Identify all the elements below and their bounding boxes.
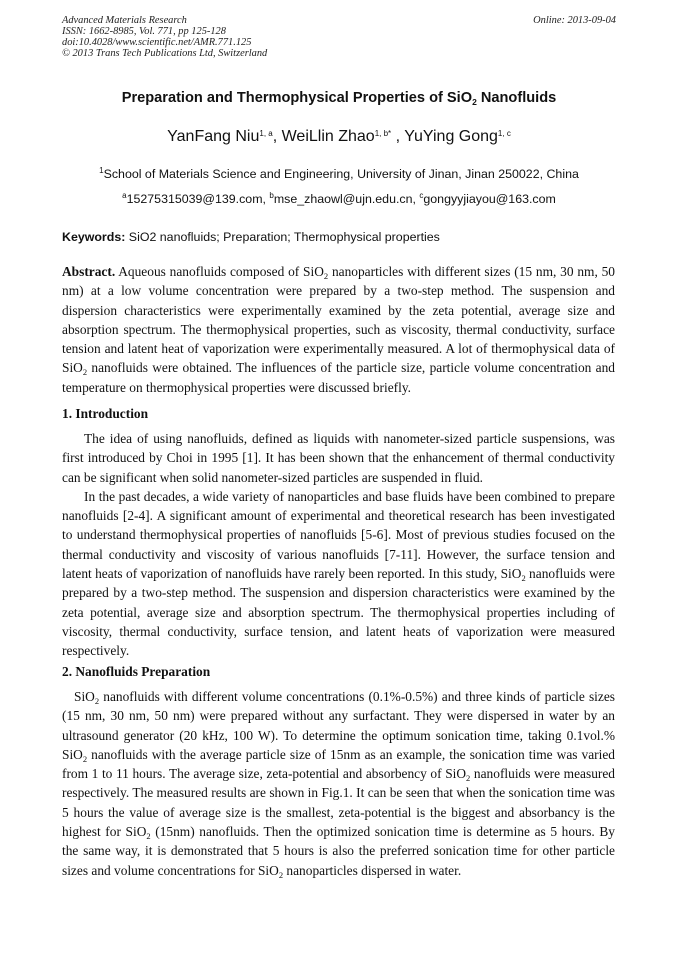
title-subscript: 2	[472, 97, 477, 107]
paragraph-text: nanofluids were prepared by a two-step method. The suspension and dispersion characteristics were examined by the zeta potential, average size and absorption spectrum. The thermophysical properties including of viscosity, thermal conductivity, surface tension, and latent heats of vaporization were measured respectively.	[62, 566, 615, 659]
email-link[interactable]: mse_zhaowl@ujn.edu.cn	[273, 192, 413, 206]
section-introduction	[62, 429, 615, 661]
doi-link[interactable]: doi:10.4028/www.scientific.net/AMR.771.125	[62, 37, 252, 48]
author-name: YuYing Gong	[404, 128, 498, 145]
subscript: 2	[278, 869, 284, 880]
paragraph-text: (15nm) nanofluids. Then the optimized sonication time is determine as 5 hours. By the same way, it is demonstrated that 5 hours is also the preferred sonication time for other particle sizes and volume concentrations for SiO	[62, 824, 616, 878]
affiliation-text: School of Materials Science and Engineering, University of Jinan, Jinan 250022, China	[103, 167, 579, 181]
issn-line: ISSN: 1662-8985, Vol. 771, pp 125-128	[62, 26, 226, 37]
copyright-line: © 2013 Trans Tech Publications Ltd, Switzerland	[62, 48, 268, 59]
abstract-text: Aqueous nanofluids composed of SiO	[115, 264, 324, 279]
paragraph-text: SiO	[74, 689, 95, 704]
section-heading-introduction: 1. Introduction	[62, 406, 149, 421]
title-text: Preparation and Thermophysical Properties of SiO	[121, 90, 473, 106]
subscript: 2	[466, 773, 471, 784]
abstract-label: Abstract.	[62, 264, 116, 279]
keywords-label: Keywords:	[62, 230, 126, 244]
email-marker: a	[122, 191, 127, 200]
title-text-end: Nanofluids	[476, 90, 557, 106]
author-affil-marker: 1, c	[497, 129, 511, 138]
abstract-paragraph	[62, 262, 615, 397]
email-link[interactable]: 15275315039@139.com	[126, 192, 263, 206]
subscript: 2	[146, 831, 151, 842]
paragraph-text: nanofluids with different volume concentrations (0.1%-0.5%) and three kinds of particle sizes (15 nm, 30 nm, 50 nm) were prepared without any surfactant. They were dispersed in water by an ultrasound generator (20 kHz, 100 W). To determine the optimum sonication time, taking 0.1vol.% SiO	[62, 689, 615, 762]
subscript: 2	[94, 696, 100, 706]
paragraph-text: nanoparticles dispersed in water.	[283, 862, 462, 878]
subscript: 2	[82, 367, 88, 378]
paragraph-text: nanofluids with the average particle size of 15nm as an example, the sonication time was varied from 1 to 11 hours. The average size, zeta-potential and absorbency of SiO	[62, 746, 615, 782]
abstract	[62, 262, 615, 397]
email-marker: b	[269, 191, 274, 200]
author-separator: ,	[391, 128, 405, 145]
subscript: 2	[82, 753, 88, 764]
subscript: 2	[521, 573, 526, 584]
affiliation-marker: 1	[99, 166, 104, 175]
section-heading-preparation: 2. Nanofluids Preparation	[62, 664, 211, 679]
paragraph	[62, 487, 615, 661]
paragraph-text: nanofluids were measured respectively. The measured results are shown in Fig.1. It can be seen that when the sonication time was 5 hours the value of average size is the smallest, zeta-potential is the biggest and absorbancy is the highest for SiO	[62, 766, 615, 840]
email-separator: ,	[412, 192, 420, 206]
keywords-text: SiO2 nanofluids; Preparation; Thermophysical properties	[125, 230, 440, 244]
abstract-text: nanofluids were obtained. The influences of the particle size, particle volume concentration and temperature on thermophysical properties were discussed briefly.	[62, 360, 615, 395]
abstract-text: nanoparticles with different sizes (15 nm, 30 nm, 50 nm) at a low volume concentration were prepared by a two-step method. The suspension and dispersion characteristics were experimentally examined by the zeta potential, average size and absorption spectrum. The thermophysical properties, such as viscosity, thermal conductivity, surface tension and latent heat of vaporization were experimentally measured. A lot of thermophysical data of SiO	[62, 264, 615, 376]
keywords	[62, 230, 440, 244]
email-separator: ,	[262, 192, 270, 206]
author-name: WeiLlin Zhao	[281, 128, 375, 145]
subscript: 2	[323, 271, 329, 281]
author-separator: ,	[272, 128, 282, 145]
affiliation	[0, 167, 678, 181]
journal-header	[62, 15, 267, 59]
email-list	[0, 192, 678, 206]
email-marker: c	[419, 191, 424, 200]
section-preparation	[62, 687, 615, 880]
author-list	[0, 128, 678, 146]
paper-title	[0, 90, 678, 106]
paragraph	[62, 687, 615, 880]
author-name: YanFang Niu	[167, 128, 260, 145]
paragraph-text: In the past decades, a wide variety of nanoparticles and base fluids have been combined to prepare nanofluids [2-4]. A significant amount of experimental and theoretical research has been investigated to understand thermophysical properties of nanofluids [5-6]. Most of previous studies focused on the thermal conductivity and viscosity of various nanofluids [7-11]. However, the surface tension and latent heats of vaporization of nanofluids have rarely been reported. In this study, SiO	[62, 488, 615, 582]
author-affil-marker: 1, a	[259, 129, 273, 138]
author-affil-marker: 1, b*	[374, 129, 392, 138]
email-link[interactable]: gongyyjiayou@163.com	[423, 192, 556, 206]
paragraph: The idea of using nanofluids, defined as liquids with nanometer-sized particle suspensions, was first introduced by Choi in 1995 [1]. It has been shown that the enhancement of thermal conductivity can be significant when solid nanometer-sized particles are suspended in fluid.	[62, 431, 615, 485]
online-date: Online: 2013-09-04	[533, 15, 616, 26]
journal-name: Advanced Materials Research	[62, 15, 187, 26]
